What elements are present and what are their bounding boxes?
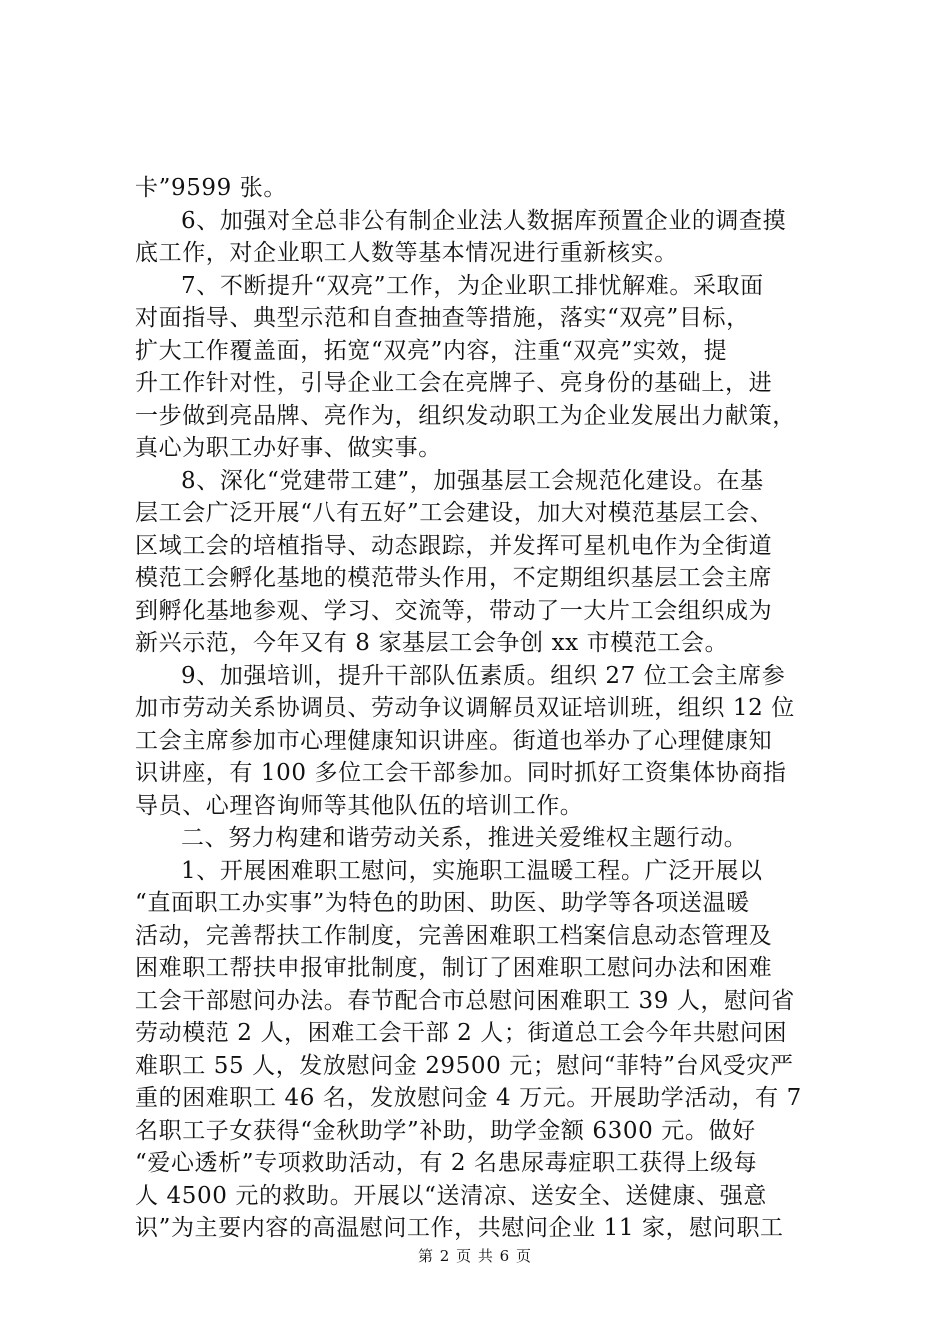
page-footer: 第 2 页 共 6 页 (418, 1247, 532, 1265)
text-line: 扩大工作覆盖面，拓宽“双亮”内容，注重“双亮”实效，提 (135, 337, 728, 364)
text-line: 一步做到亮品牌、亮作为，组织发动职工为企业发展出力献策， (135, 402, 796, 429)
text-line: 1、开展困难职工慰问，实施职工温暖工程。广泛开展以 (181, 857, 763, 884)
text-line: 识”为主要内容的高温慰问工作，共慰问企业 11 家，慰问职工 (135, 1215, 784, 1241)
text-line: 重的困难职工 46 名，发放慰问金 4 万元。开展助学活动，有 7 (135, 1085, 802, 1111)
text-line: 名职工子女获得“金秋助学”补助，助学金额 6300 元。做好 (135, 1117, 756, 1144)
text-line: 真心为职工办好事、做实事。 (135, 435, 442, 461)
text-line: 劳动模范 2 人，困难工会干部 2 人；街道总工会今年共慰问困 (135, 1020, 788, 1046)
text-line: 7、不断提升“双亮”工作，为企业职工排忧解难。采取面 (181, 272, 764, 299)
text-line: 人 4500 元的救助。开展以“送清凉、送安全、送健康、强意 (135, 1182, 767, 1209)
text-line: 卡”9599 张。 (135, 175, 288, 201)
text-line: 识讲座，有 100 多位工会干部参加。同时抓好工资集体协商指 (135, 760, 787, 786)
text-line: 区域工会的培植指导、动态跟踪，并发挥可星机电作为全街道 (135, 532, 773, 559)
text-line: “爱心透析”专项救助活动，有 2 名患尿毒症职工获得上级每 (135, 1150, 758, 1176)
text-line: 6、加强对全总非公有制企业法人数据库预置企业的调查摸 (181, 207, 787, 234)
text-line: 到孵化基地参观、学习、交流等，带动了一大片工会组织成为 (135, 597, 773, 624)
text-line: 新兴示范，今年又有 8 家基层工会争创 xx 市模范工会。 (135, 630, 729, 656)
text-line: 8、深化“党建带工建”，加强基层工会规范化建设。在基 (181, 467, 764, 494)
text-line: 加市劳动关系协调员、劳动争议调解员双证培训班，组织 12 位 (135, 695, 795, 721)
text-line: 难职工 55 人，发放慰问金 29500 元；慰问“菲特”台风受灾严 (135, 1052, 794, 1079)
section-heading: 二、努力构建和谐劳动关系，推进关爱维权主题行动。 (181, 825, 748, 851)
text-line: 工会干部慰问办法。春节配合市总慰问困难职工 39 人，慰问省 (135, 987, 795, 1014)
text-line: 活动，完善帮扶工作制度，完善困难职工档案信息动态管理及 (135, 922, 773, 949)
text-line: 层工会广泛开展“八有五好”工会建设，加大对模范基层工会、 (135, 500, 774, 526)
text-line: 底工作，对企业职工人数等基本情况进行重新核实。 (135, 240, 678, 266)
text-line: “直面职工办实事”为特色的助困、助医、助学等各项送温暖 (135, 890, 750, 916)
text-line: 9、加强培训，提升干部队伍素质。组织 27 位工会主席参 (181, 662, 786, 689)
text-line: 工会主席参加市心理健康知识讲座。街道也举办了心理健康知 (135, 727, 773, 754)
text-line: 对面指导、典型示范和自查抽查等措施，落实“双亮”目标， (135, 305, 750, 331)
text-line: 困难职工帮扶申报审批制度，制订了困难职工慰问办法和困难 (135, 955, 773, 981)
text-line: 模范工会孵化基地的模范带头作用，不定期组织基层工会主席 (135, 565, 773, 591)
text-line: 导员、心理咨询师等其他队伍的培训工作。 (135, 792, 584, 819)
text-line: 升工作针对性，引导企业工会在亮牌子、亮身份的基础上，进 (135, 370, 773, 396)
